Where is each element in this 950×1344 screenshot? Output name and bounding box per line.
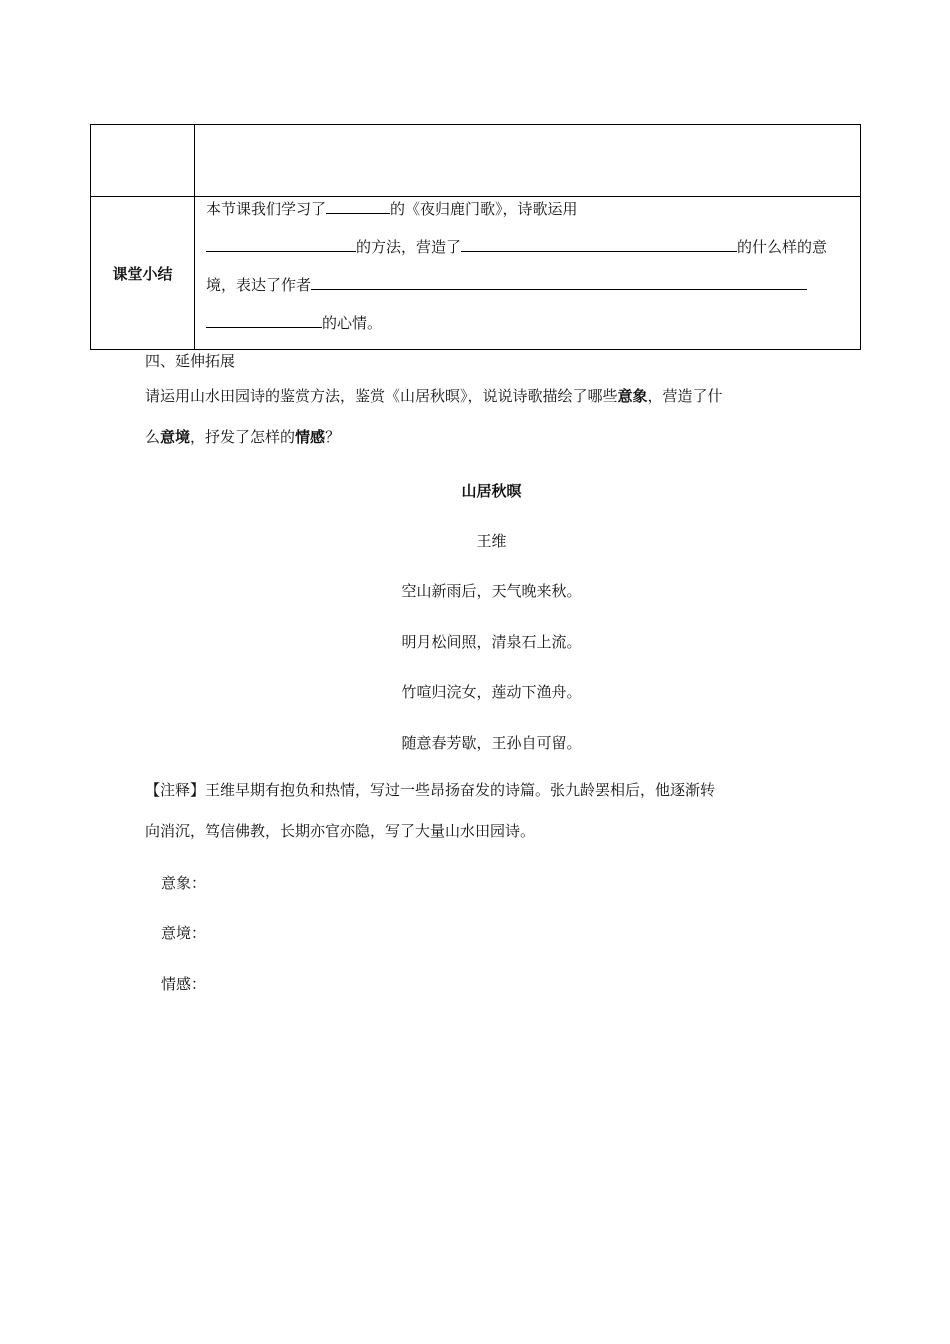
table-row-empty	[91, 125, 861, 197]
poem-title: 山居秋暝	[461, 482, 522, 500]
keyword-emotion: 情感	[295, 428, 326, 446]
summary-line-3	[206, 273, 854, 311]
fill-blank-mood[interactable]	[461, 235, 737, 252]
task-prompt	[145, 376, 805, 458]
poem-annotation	[145, 770, 845, 852]
summary-line-1	[206, 197, 854, 235]
prompt-text: ，营造了什	[647, 387, 723, 405]
poem-line-1: 空山新雨后，天气晚来秋。	[401, 582, 582, 600]
summary-content-cell	[195, 197, 861, 350]
annotation-line-1: 【注释】王维早期有抱负和热情，写过一些昂扬奋发的诗篇。张九龄罢相后，他逐渐转	[145, 781, 716, 799]
prompt-text: ，抒发了怎样的	[190, 428, 296, 446]
prompt-text: 请运用山水田园诗的鉴赏方法，鉴赏《山居秋暝》，说说诗歌描绘了哪些	[145, 387, 618, 405]
summary-line-4	[206, 311, 854, 349]
table-row-summary	[91, 197, 861, 350]
summary-text: 的方法，营造了	[356, 238, 462, 256]
summary-text: 的心情。	[322, 314, 383, 332]
keyword-imagery: 意象	[617, 387, 648, 405]
lesson-summary-table	[90, 124, 861, 350]
summary-line-2	[206, 235, 854, 273]
keyword-mood: 意境	[160, 428, 191, 446]
poem-line-3: 竹喧归浣女，莲动下渔舟。	[401, 683, 582, 701]
imagery-answer-label: 意象：	[161, 874, 207, 892]
emotion-answer-label: 情感：	[161, 975, 207, 993]
summary-text: 本节课我们学习了	[206, 200, 327, 218]
fill-blank-method[interactable]	[206, 235, 356, 252]
summary-text: 的什么样的意	[737, 238, 828, 256]
fill-blank-poet[interactable]	[326, 197, 390, 214]
summary-label: 课堂小结	[91, 197, 195, 350]
mood-answer-label: 意境：	[161, 924, 207, 942]
empty-label-cell	[91, 125, 195, 197]
annotation-line-2: 向消沉，笃信佛教，长期亦官亦隐，写了大量山水田园诗。	[145, 822, 536, 840]
poem-line-2: 明月松间照，清泉石上流。	[401, 633, 582, 651]
prompt-text: ？	[325, 428, 341, 446]
empty-content-cell	[195, 125, 861, 197]
poem-author: 王维	[476, 532, 507, 550]
poem-line-4: 随意春芳歇，王孙自可留。	[401, 734, 582, 752]
fill-blank-feeling[interactable]	[311, 273, 807, 290]
summary-text: 境，表达了作者	[206, 276, 312, 294]
summary-text: 的《夜归鹿门歌》，诗歌运用	[390, 200, 578, 218]
fill-blank-feeling-end[interactable]	[206, 311, 322, 328]
prompt-text: 么	[145, 428, 161, 446]
section-heading: 四、延伸拓展	[145, 352, 236, 370]
